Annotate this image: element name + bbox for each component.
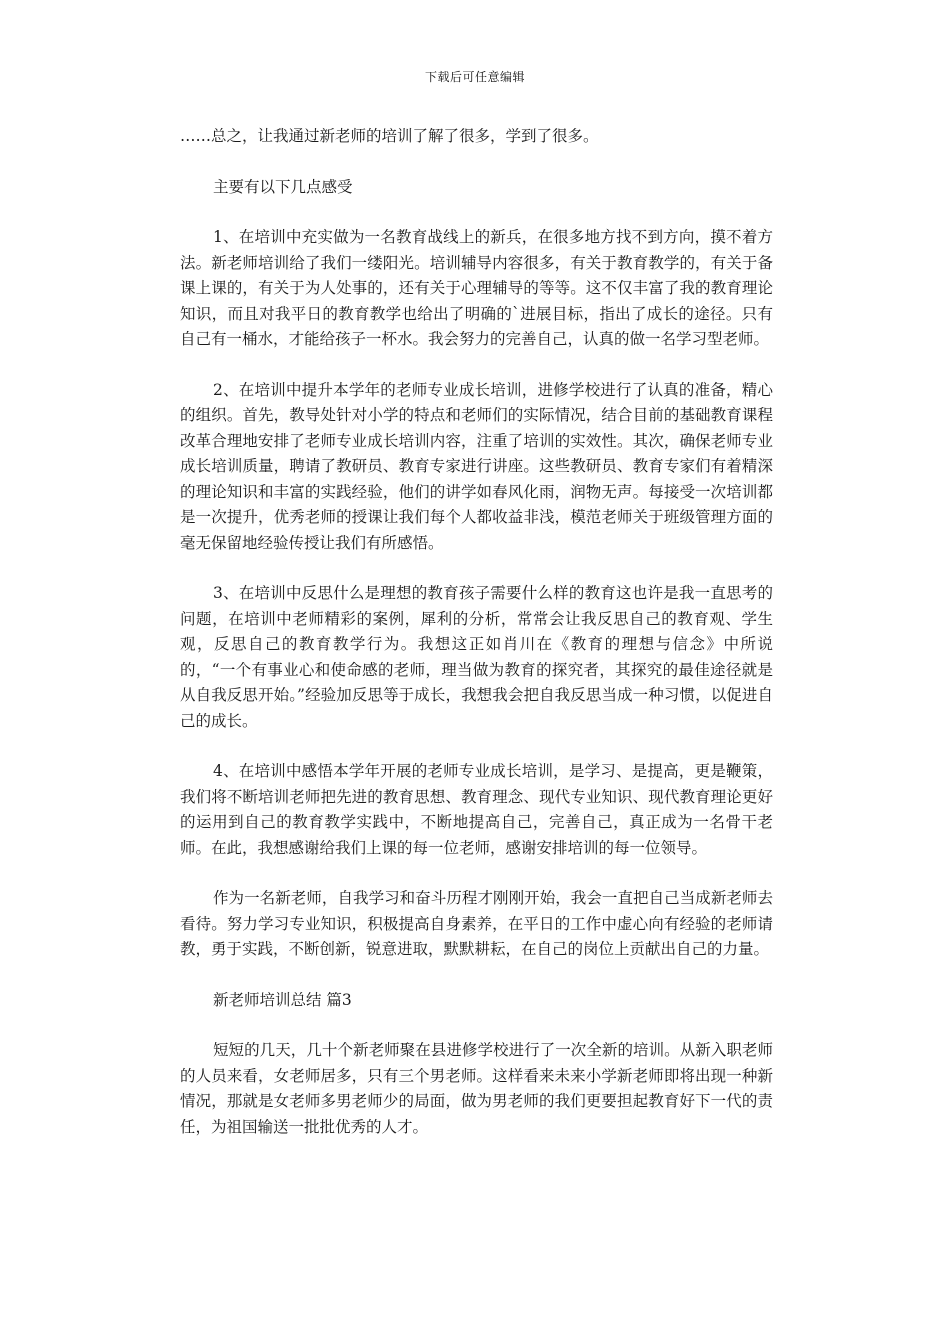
point-2-paragraph: 2、在培训中提升本学年的老师专业成长培训，进修学校进行了认真的准备，精心的组织。首先，教导处针对小学的特点和老师们的实际情况，结合目前的基础教育课程改革合理地安排了老师专业成长培训内容，注重了培训的实效性。其次，确保老师专业成长培训质量，聘请了教研员、教育专家进行讲座。这些教研员、教育专家们有着精深的理论知识和丰富的实践经验，他们的讲学如春风化雨，润物无声。每接受一次培训都是一次提升，优秀老师的授课让我们每个人都收益非浅，模范老师关于班级管理方面的毫无保留地经验传授让我们有所感悟。: [180, 380, 773, 552]
closing-paragraph: 作为一名新老师，自我学习和奋斗历程才刚刚开始，我会一直把自己当成新老师去看待。努力学习专业知识，积极提高自身素养，在平日的工作中虚心向有经验的老师请教，勇于实践，不断创新，锐意进取，默默耕耘，在自己的岗位上贡献出自己的力量。: [180, 889, 773, 958]
point-4-paragraph: 4、在培训中感悟本学年开展的老师专业成长培训，是学习、是提高，更是鞭策，我们将不断培训老师把先进的教育思想、教育理念、现代专业知识、现代教育理论更好的运用到自己的教育教学实践中，不断地提高自己，完善自己，真正成为一名骨干老师。在此，我想感谢给我们上课的每一位老师，感谢安排培训的每一位领导。: [180, 762, 773, 857]
section-3-title: 新老师培训总结 篇3: [213, 990, 352, 1009]
section-3-paragraph: 短短的几天，几十个新老师聚在县进修学校进行了一次全新的培训。从新入职老师的人员来看，女老师居多，只有三个男老师。这样看来未来小学新老师即将出现一种新情况，那就是女老师多男老师少的局面，做为男老师的我们更要担起教育好下一代的责任，为祖国输送一批批优秀的人才。: [180, 1041, 773, 1136]
intro-paragraph: ……总之，让我通过新老师的培训了解了很多，学到了很多。: [180, 127, 599, 145]
document-body: [180, 124, 773, 1165]
page-header: 下载后可任意编辑: [424, 70, 525, 84]
point-3-paragraph: 3、在培训中反思什么是理想的教育孩子需要什么样的教育这也许是我一直思考的问题，在培训中老师精彩的案例，犀利的分析，常常会让我反思自己的教育观、学生观，反思自己的教育教学行为。我想这正如肖川在《教育的理想与信念》中所说的，“一个有事业心和使命感的老师，理当做为教育的探究者，其探究的最佳途径就是从自我反思开始。”经验加反思等于成长，我想我会把自我反思当成一种习惯，以促进自己的成长。: [180, 584, 773, 730]
points-heading: 主要有以下几点感受: [213, 177, 353, 196]
point-1-paragraph: 1、在培训中充实做为一名教育战线上的新兵，在很多地方找不到方向，摸不着方法。新老师培训给了我们一缕阳光。培训辅导内容很多，有关于教育教学的，有关于备课上课的，有关于为人处事的，还有关于心理辅导的等等。这不仅丰富了我的教育理论知识，而且对我平日的教育教学也给出了明确的`进展目标，指出了成长的途径。只有自己有一桶水，才能给孩子一杯水。我会努力的完善自己，认真的做一名学习型老师。: [180, 228, 773, 348]
